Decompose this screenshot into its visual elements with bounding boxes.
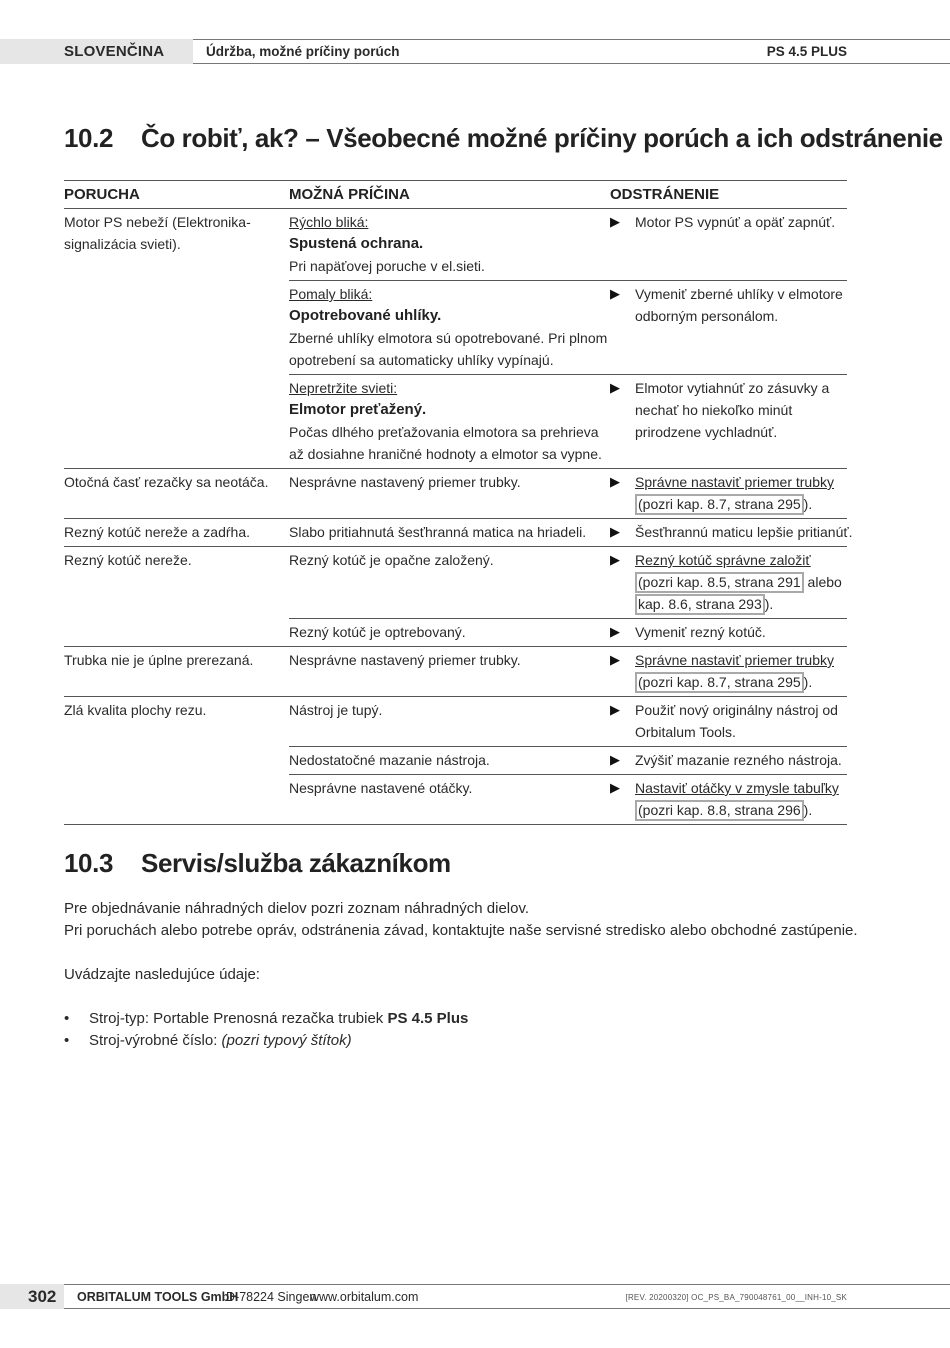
- cross-reference-link[interactable]: (pozri kap. 8.8, strana 296: [635, 800, 804, 821]
- table-header-row: [64, 181, 847, 209]
- list-item-emphasis: PS 4.5 Plus: [387, 1010, 469, 1027]
- table-row: [64, 547, 847, 619]
- section-heading-10-3: [64, 845, 451, 881]
- spacer: [64, 986, 864, 1008]
- remedy-cell: [610, 281, 847, 375]
- list-item: [64, 1008, 864, 1030]
- cause-cell: Rezný kotúč je opačne založený.: [289, 547, 610, 619]
- cross-reference-link[interactable]: kap. 8.6, strana 293: [635, 594, 765, 615]
- service-section: [64, 898, 864, 1052]
- remedy-text: Nastaviť otáčky v zmysle tabuľky: [635, 780, 839, 796]
- cause-cell: Nesprávne nastavené otáčky.: [289, 775, 610, 825]
- cross-reference-link[interactable]: (pozri kap. 8.5, strana 291: [635, 572, 804, 593]
- table-row: [64, 697, 847, 747]
- header-language: SLOVENČINA: [0, 39, 193, 64]
- column-header-fault: PORUCHA: [64, 181, 289, 209]
- reference-tail: ).: [764, 596, 774, 612]
- reference-tail: ).: [803, 802, 813, 818]
- triangle-right-icon: ▶: [610, 380, 620, 395]
- section-title: Servis/služba zákazníkom: [141, 848, 451, 878]
- cause-cell: Nedostatočné mazanie nástroja.: [289, 747, 610, 775]
- cause-title: Elmotor preťažený.: [289, 401, 427, 418]
- list-item-text: Stroj-typ: Portable Prenosná rezačka trubiek: [89, 1010, 388, 1027]
- remedy-text: Správne nastaviť priemer trubky: [635, 652, 835, 668]
- triangle-right-icon: ▶: [610, 474, 620, 489]
- reference-tail: ).: [803, 674, 813, 690]
- column-header-cause: MOŽNÁ PRÍČINA: [289, 181, 610, 209]
- list-item-note: (pozri typový štítok): [221, 1032, 352, 1049]
- triangle-right-icon: ▶: [610, 214, 620, 229]
- service-paragraph: Pre objednávanie náhradných dielov pozri zoznam náhradných dielov.: [64, 900, 530, 917]
- section-heading-10-2: [64, 120, 943, 156]
- remedy-cell: [610, 747, 847, 775]
- header-rule-top: [193, 39, 950, 40]
- page-number: 302: [0, 1284, 64, 1309]
- cause-cell: Nesprávne nastavený priemer trubky.: [289, 647, 610, 697]
- triangle-right-icon: ▶: [610, 624, 620, 639]
- fault-cell: Motor PS nebeží (Elektronika-signalizácia svieti).: [64, 209, 289, 469]
- remedy-cell: [610, 519, 853, 547]
- triangle-right-icon: ▶: [610, 780, 620, 795]
- remedy-cell: [610, 647, 847, 697]
- triangle-right-icon: ▶: [610, 552, 620, 567]
- table-row: [64, 647, 847, 697]
- footer-address: D-78224 Singen: [226, 1290, 317, 1304]
- triangle-right-icon: ▶: [610, 652, 620, 667]
- cause-title: Spustená ochrana.: [289, 235, 424, 252]
- cause-status: Pomaly bliká:: [289, 286, 373, 302]
- header-topic: Údržba, možné príčiny porúch: [206, 44, 400, 59]
- table-row: [64, 209, 847, 281]
- cause-cell: Slabo pritiahnutá šesťhranná matica na hriadeli.: [289, 519, 610, 547]
- cause-cell: [289, 209, 610, 281]
- fault-cell: Otočná časť rezačky sa neotáča.: [64, 469, 289, 519]
- cause-cell: Rezný kotúč je optrebovaný.: [289, 619, 610, 647]
- cause-status: Rýchlo bliká:: [289, 214, 369, 230]
- section-number: 10.3: [64, 848, 114, 878]
- service-paragraph: Pri poruchách alebo potrebe opráv, odstránenia závad, kontaktujte naše servisné stredisko alebo obchodné zastúpenie.: [64, 922, 858, 939]
- header-rule-bottom: [193, 63, 950, 64]
- remedy-text: Šesťhrannú maticu lepšie pritianúť.: [635, 524, 853, 540]
- footer-company: ORBITALUM TOOLS GmbH: [77, 1290, 239, 1304]
- cause-description: Pri napäťovej poruche v el.sieti.: [289, 258, 485, 274]
- remedy-text: Motor PS vypnúť a opäť zapnúť.: [635, 214, 836, 230]
- cause-title: Opotrebované uhlíky.: [289, 307, 442, 324]
- service-paragraph: Uvádzajte nasledujúce údaje:: [64, 966, 260, 983]
- remedy-text: Elmotor vytiahnúť zo zásuvky a nechať ho niekoľko minút prirodzene vychladnúť.: [635, 380, 830, 440]
- section-number: 10.2: [64, 123, 114, 153]
- fault-cell: Trubka nie je úplne prerezaná.: [64, 647, 289, 697]
- list-item-text: Stroj-výrobné číslo:: [89, 1032, 222, 1049]
- table-row: [64, 469, 847, 519]
- remedy-text: Použiť nový originálny nástroj od Orbitalum Tools.: [635, 702, 838, 740]
- footer-revision: [REV. 20200320] OC_PS_BA_790048761_00__INH-10_SK: [625, 1293, 847, 1302]
- cause-status: Nepretržite svieti:: [289, 380, 398, 396]
- list-item: [64, 1030, 864, 1052]
- remedy-cell: [610, 469, 847, 519]
- cause-cell: [289, 375, 610, 469]
- cause-cell: Nesprávne nastavený priemer trubky.: [289, 469, 610, 519]
- remedy-cell: [610, 375, 847, 469]
- remedy-cell: [610, 775, 847, 825]
- spacer: [64, 942, 864, 964]
- triangle-right-icon: ▶: [610, 752, 620, 767]
- remedy-text: Zvýšiť mazanie rezného nástroja.: [635, 752, 842, 768]
- reference-tail: ).: [803, 496, 813, 512]
- remedy-text: Vymeniť rezný kotúč.: [635, 624, 766, 640]
- cause-cell: [289, 281, 610, 375]
- column-header-remedy: ODSTRÁNENIE: [610, 181, 847, 209]
- remedy-text: Rezný kotúč správne založiť: [635, 552, 811, 568]
- troubleshooting-table: [64, 180, 853, 825]
- cause-description: Počas dlhého preťažovania elmotora sa prehrieva až dosiahne hraničné hodnoty a elmotor sa vypne.: [289, 424, 602, 462]
- cross-reference-link[interactable]: (pozri kap. 8.7, strana 295: [635, 672, 804, 693]
- fault-cell: Rezný kotúč nereže.: [64, 547, 289, 647]
- bullet-icon: •: [64, 1010, 70, 1027]
- cross-reference-link[interactable]: (pozri kap. 8.7, strana 295: [635, 494, 804, 515]
- remedy-cell: [610, 619, 847, 647]
- required-info-list: [64, 1008, 864, 1052]
- fault-cell: Rezný kotúč nereže a zadŕha.: [64, 519, 289, 547]
- cause-cell: Nástroj je tupý.: [289, 697, 610, 747]
- footer-rule-top: [64, 1284, 950, 1285]
- fault-cell: Zlá kvalita plochy rezu.: [64, 697, 289, 825]
- remedy-cell: [610, 547, 847, 619]
- triangle-right-icon: ▶: [610, 702, 620, 717]
- remedy-text: Správne nastaviť priemer trubky: [635, 474, 835, 490]
- footer-website-link[interactable]: www.orbitalum.com: [310, 1290, 419, 1304]
- remedy-cell: [610, 209, 847, 281]
- triangle-right-icon: ▶: [610, 524, 620, 539]
- cause-description: Zberné uhlíky elmotora sú opotrebované. Pri plnom opotrebení sa automaticky uhlíky vypínajú.: [289, 330, 608, 368]
- section-title: Čo robiť, ak? – Všeobecné možné príčiny porúch a ich odstránenie: [141, 123, 943, 153]
- bullet-icon: •: [64, 1032, 70, 1049]
- triangle-right-icon: ▶: [610, 286, 620, 301]
- reference-connector: alebo: [803, 574, 842, 590]
- footer-rule-bottom: [64, 1308, 950, 1309]
- remedy-text: Vymeniť zberné uhlíky v elmotore odborným personálom.: [635, 286, 843, 324]
- table-row: [64, 519, 847, 547]
- remedy-cell: [610, 697, 847, 747]
- header-model: PS 4.5 PLUS: [766, 44, 847, 59]
